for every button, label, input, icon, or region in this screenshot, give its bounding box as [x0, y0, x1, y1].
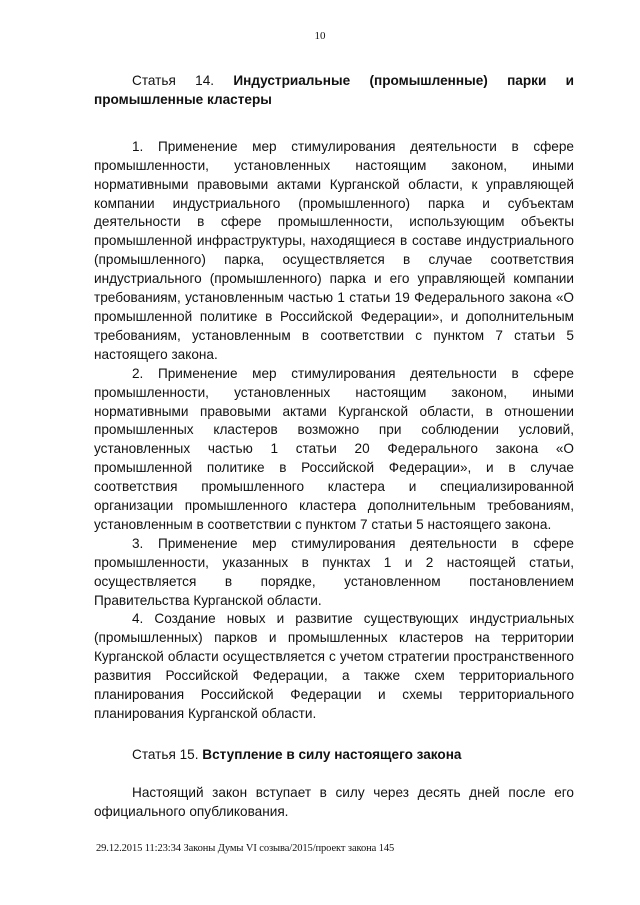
footer-file-info: 29.12.2015 11:23:34 Законы Думы VI созыва/2015/проект закона 145 — [96, 843, 395, 854]
article-14-prefix: Статья 14. — [132, 73, 234, 88]
article-15-paragraph: Настоящий закон вступает в силу через десять дней после его официального опубликования. — [94, 784, 574, 819]
article-14-paragraph-1: 1. Применение мер стимулирования деятельности в сфере промышленности, установленных настоящим законом, иными нормативными правовыми актами Курганской области, к управляющей компании индустриального (промышленного) парка и субъектам деятельности в сфере промышленности, использующим объекты промышленной инфраструктуры, находящиеся в составе индустриального (промышленного) парка, осуществляется в случае соответствия индустриального (промышленного) парка и его управляющей компании требованиям, установленным частью 1 статьи 19 Федерального закона «О промышленной политике в Российской Федерации», и дополнительным требованиям, установленным в соответствии с пунктом 7 статьи 5 настоящего закона. — [94, 138, 574, 362]
article-14-paragraph-4: 4. Создание новых и развитие существующих индустриальных (промышленных) парков и промышленных кластеров на территории Курганской области осуществляется с учетом стратегии пространственного развития Российской Федерации, а также схем территориального планирования Российской Федерации и схемы территориального планирования Курганской области. — [94, 611, 574, 721]
article-15-prefix: Статья 15. — [132, 746, 203, 762]
page-number: 10 — [314, 30, 326, 42]
article-14-paragraph-2: 2. Применение мер стимулирования деятельности в сфере промышленности, установленных настоящим законом, иными нормативными правовыми актами Курганской области, в отношении промышленных кластеров возможно при соблюдении условий, установленных частью 1 статьи 20 Федерального закона «О промышленной политике в Российской Федерации», и в случае соответствия промышленного кластера и специализированной организации промышленного кластера дополнительным требованиям, установленным в соответствии с пунктом 7 статьи 5 настоящего закона. — [94, 365, 574, 532]
document-body — [94, 72, 574, 822]
article-14-heading — [94, 72, 574, 110]
article-15-heading — [94, 746, 574, 765]
article-14-paragraph-3: 3. Применение мер стимулирования деятельности в сфере промышленности, указанных в пунктах 1 и 2 настоящей статьи, осуществляется в порядке, установленном постановлением Правительства Курганской области. — [94, 535, 574, 608]
article-15-title: Вступление в силу настоящего закона — [202, 746, 462, 762]
article-14-title: Индустриальные (промышленные) парки и промышленные кластеры — [94, 73, 574, 107]
